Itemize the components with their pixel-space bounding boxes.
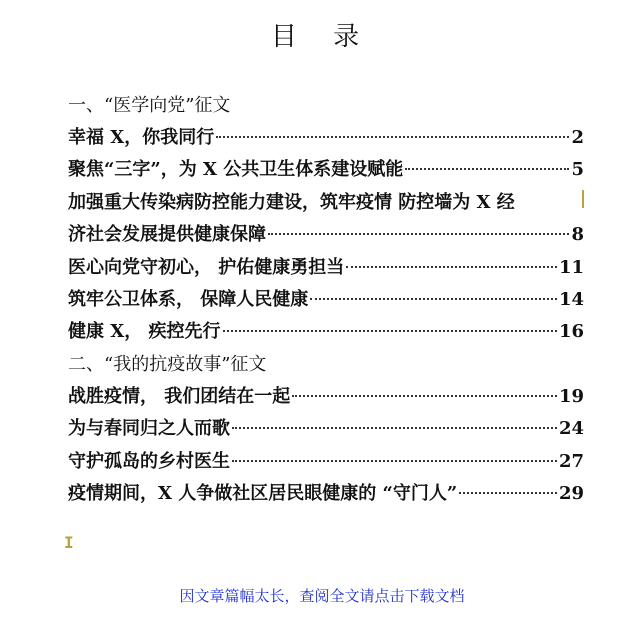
toc-entry-title: 幸福 X，你我同行 [68,127,215,148]
toc-entry-title: 守护孤岛的乡村医生 [68,450,230,472]
toc-entry[interactable] [68,154,584,186]
toc-entry-page: 19 [558,385,584,407]
dot-leader [459,492,557,494]
toc-entry[interactable] [68,284,584,316]
dot-leader [346,266,557,268]
toc-entry[interactable] [68,381,584,413]
toc-entry[interactable] [68,122,584,154]
dot-leader [232,460,557,462]
ibeam-cursor-icon: I [64,533,74,552]
dot-leader [405,168,569,170]
toc-entry-page: 5 [571,159,584,181]
toc-entry-page: 2 [571,127,584,148]
text-cursor-marker [582,190,584,208]
toc-entry[interactable] [68,252,584,284]
toc-title: 目 录 [270,22,374,52]
dot-leader [268,233,569,235]
toc-entry-title: 医心向党守初心， 护佑健康勇担当 [68,256,345,278]
toc-entry[interactable] [68,413,584,445]
toc-entry-title: 疫情期间，X 人争做社区居民眼健康的 “守门人” [68,482,458,504]
toc-entry[interactable] [68,446,584,478]
toc-entry-page: 24 [558,418,584,440]
toc-entry-title: 战胜疫情， 我们团结在一起 [68,385,291,407]
table-of-contents [68,90,584,510]
toc-entry[interactable] [68,187,584,219]
section-heading: 二、“我的抗疫故事”征文 [68,353,267,375]
toc-entry-page: 8 [571,224,584,246]
download-document-link[interactable]: 因文章篇幅太长，查阅全文请点击下载文档 [179,587,465,605]
toc-entry[interactable] [68,219,584,251]
dot-leader [223,330,557,332]
toc-entry-page: 11 [558,256,584,278]
toc-entry[interactable] [68,478,584,510]
section-heading: 一、“医学向党”征文 [68,95,231,116]
toc-entry[interactable] [68,316,584,348]
toc-entry-title: 为与春同归之人而歌 [68,418,230,440]
dot-leader [232,427,557,429]
toc-entry-page: 27 [558,450,584,472]
toc-entry-title: 筑牢公卫体系， 保障人民健康 [68,288,309,310]
toc-entry-page: 14 [558,288,584,310]
toc-entry-page: 29 [558,482,584,504]
toc-entry-title: 济社会发展提供健康保障 [68,224,266,246]
dot-leader [216,136,569,138]
dot-leader [292,395,557,397]
toc-entry-title: 加强重大传染病防控能力建设，筑牢疫情 防控墙为 X 经 [68,191,515,213]
toc-entry-title: 聚焦“三字”，为 X 公共卫生体系建设赋能 [68,159,404,181]
toc-entry-page: 16 [558,321,584,343]
dot-leader [310,298,557,300]
toc-entry-title: 健康 X， 疾控先行 [68,321,221,343]
